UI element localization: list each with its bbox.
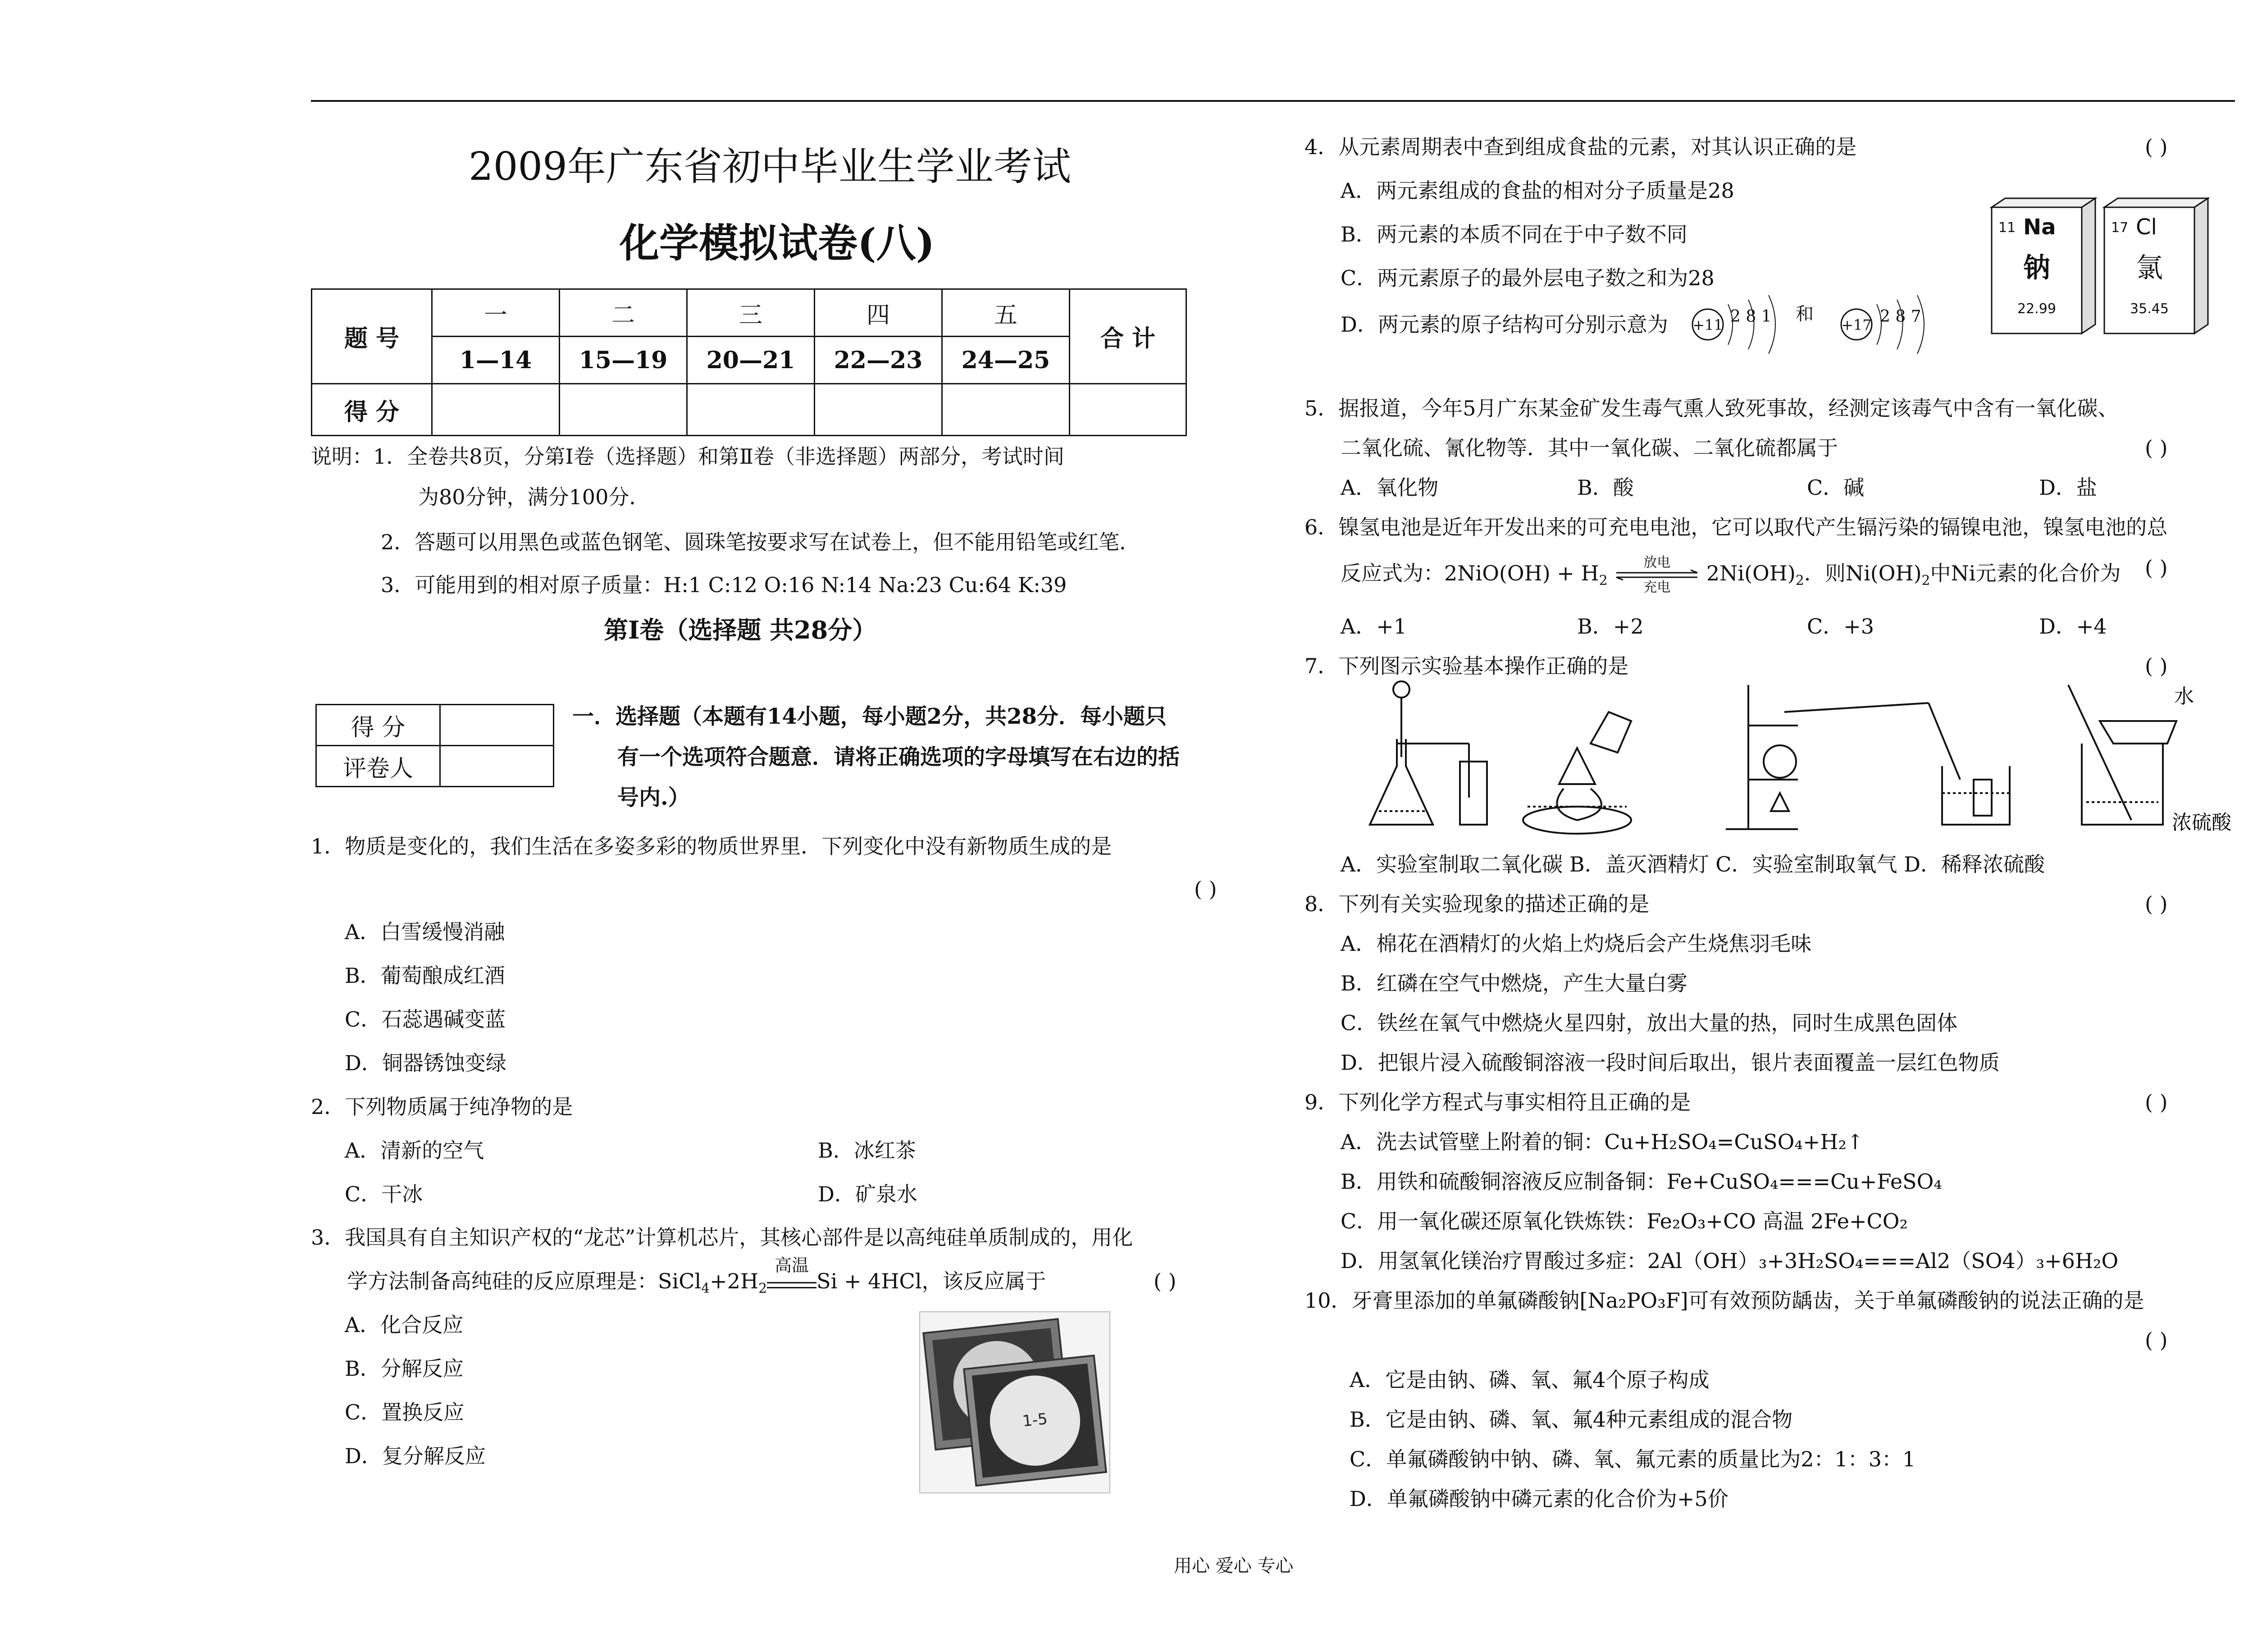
acid-label: 浓硫酸 bbox=[2172, 811, 2231, 834]
grader-name-cell[interactable] bbox=[440, 746, 554, 787]
q5-answer-paren[interactable]: ( ) bbox=[2145, 436, 2168, 460]
score-cell[interactable] bbox=[432, 384, 560, 436]
q6-option-d: D．+4 bbox=[2039, 614, 2107, 639]
q1-answer-paren[interactable]: ( ) bbox=[1194, 877, 1217, 901]
note-1b: 为80分钟，满分100分． bbox=[418, 485, 650, 509]
q10-option-b: B．它是由钠、磷、氧、氟4种元素组成的混合物 bbox=[1350, 1407, 1793, 1432]
q6-line1: 6．镍氢电池是近年开发出来的可充电电池，它可以取代产生镉污染的镉镍电池，镍氢电池的总 bbox=[1304, 515, 2168, 539]
q3-answer-paren[interactable]: ( ) bbox=[1154, 1269, 1177, 1293]
apparatus-d bbox=[2068, 685, 2176, 825]
q2-stem: 2．下列物质属于纯净物的是 bbox=[311, 1095, 573, 1119]
q8-option-b: B．红磷在空气中燃烧，产生大量白雾 bbox=[1341, 971, 1687, 995]
water-label: 水 bbox=[2174, 685, 2194, 708]
q9-option-a: A．洗去试管壁上附着的铜：Cu+H₂SO₄=CuSO₄+H₂↑ bbox=[1341, 1130, 1864, 1154]
q8-option-d: D．把银片浸入硫酸铜溶液一段时间后取出，银片表面覆盖一层红色物质 bbox=[1341, 1050, 2000, 1075]
q5-line1: 5．据报道，今年5月广东某金矿发生毒气熏人致死事故，经测定该毒气中含有一氧化碳、 bbox=[1304, 396, 2119, 420]
charge-label: 充电 bbox=[1643, 580, 1671, 595]
q6-line2: 反应式为：$2NiO(OH) + H_2$ 放电 充电 $2Ni(OH)_2$．则$Ni(OH)_2$中Ni元素的化合价为 bbox=[1341, 555, 2121, 595]
apparatus-a bbox=[1370, 681, 1487, 825]
chip-label: 1-5 bbox=[1022, 1410, 1049, 1431]
grader-score-cell[interactable] bbox=[440, 705, 554, 746]
q3-condition: 高温 bbox=[775, 1255, 809, 1275]
reversible-arrow bbox=[1614, 570, 1700, 580]
q10-option-a: A．它是由钠、磷、氧、氟4个原子构成 bbox=[1350, 1368, 1710, 1392]
na-name: 钠 bbox=[2023, 252, 2050, 284]
apparatus-c bbox=[1726, 685, 2010, 829]
score-table-header-label: 题 号 bbox=[312, 289, 432, 384]
page-footer: 用心 爱心 专心 bbox=[1174, 1556, 1294, 1576]
and-text: 和 bbox=[1796, 304, 1814, 324]
q4-stem: 4．从元素周期表中查到组成食盐的元素，对其认识正确的是 bbox=[1304, 135, 1857, 159]
q5-option-c: C．碱 bbox=[1807, 475, 1865, 500]
note-3: 3．可能用到的相对原子质量：H:1 C:12 O:16 N:14 Na:23 Cu:64 K:39 bbox=[381, 573, 1067, 597]
section-2: 二 bbox=[560, 289, 687, 337]
exam-title: 2009年广东省初中毕业生学业考试 bbox=[469, 144, 1071, 189]
na-symbol: Na bbox=[2023, 214, 2056, 240]
na-nucleus-charge: +11 bbox=[1692, 316, 1723, 333]
range-5: 24—25 bbox=[942, 337, 1070, 384]
q4-option-d: D．两元素的原子结构可分别示意为 bbox=[1341, 312, 1668, 337]
q2-option-d: D．矿泉水 bbox=[818, 1182, 917, 1206]
grader-label: 评卷人 bbox=[316, 746, 440, 787]
q1-stem: 1．物质是变化的，我们生活在多姿多彩的物质世界里．下列变化中没有新物质生成的是 bbox=[311, 834, 1112, 858]
q1-option-a: A．白雪缓慢消融 bbox=[345, 920, 505, 944]
q3-option-c: C．置换反应 bbox=[345, 1400, 465, 1424]
q3-stem-line1: 3．我国具有自主知识产权的“龙芯”计算机芯片，其核心部件是以高纯硅单质制成的，用化 bbox=[311, 1225, 1133, 1250]
q7-answer-paren[interactable]: ( ) bbox=[2145, 654, 2168, 678]
q5-option-d: D．盐 bbox=[2039, 475, 2097, 500]
q2-option-c: C．干冰 bbox=[345, 1182, 423, 1206]
q10-option-d: D．单氟磷酸钠中磷元素的化合价为+5价 bbox=[1350, 1487, 1729, 1511]
q7-stem: 7．下列图示实验基本操作正确的是 bbox=[1304, 654, 1629, 678]
note-1: 说明：1．全卷共8页，分第Ⅰ卷（选择题）和第Ⅱ卷（非选择题）两部分，考试时间 bbox=[311, 444, 1064, 469]
q3-option-a: A．化合反应 bbox=[345, 1313, 464, 1337]
q8-option-a: A．棉花在酒精灯的火焰上灼烧后会产生烧焦羽毛味 bbox=[1341, 931, 1812, 956]
score-row-label: 得 分 bbox=[312, 384, 432, 436]
q3-option-d: D．复分解反应 bbox=[345, 1444, 486, 1468]
section1-instruction-2: 有一个选项符合题意．请将正确选项的字母填写在右边的括 bbox=[617, 744, 1180, 770]
q6-option-c: C．+3 bbox=[1807, 614, 1874, 639]
q5-line2: 二氧化硫、氰化物等．其中一氧化碳、二氧化硫都属于 bbox=[1341, 436, 1838, 460]
cl-name: 氯 bbox=[2136, 252, 2163, 284]
cl-nucleus-charge: +17 bbox=[1841, 316, 1872, 333]
score-table bbox=[311, 288, 1187, 436]
q6-answer-paren[interactable]: ( ) bbox=[2145, 556, 2168, 580]
periodic-cards bbox=[1983, 194, 2217, 342]
na-number: 11 bbox=[1998, 220, 2016, 236]
cl-number: 17 bbox=[2111, 220, 2129, 236]
q9-option-b: B．用铁和硫酸铜溶液反应制备铜：Fe+CuSO₄===Cu+FeSO₄ bbox=[1341, 1169, 1942, 1194]
q5-option-a: A．氧化物 bbox=[1341, 475, 1439, 500]
q10-answer-paren[interactable]: ( ) bbox=[2145, 1328, 2168, 1352]
q4-answer-paren[interactable]: ( ) bbox=[2145, 135, 2168, 159]
section1-instruction-3: 号内.） bbox=[617, 785, 690, 810]
score-cell[interactable] bbox=[687, 384, 815, 436]
cl-mass: 35.45 bbox=[2130, 301, 2169, 317]
q9-option-c: C．用一氧化碳还原氧化铁炼铁：Fe₂O₃+CO 高温 2Fe+CO₂ bbox=[1341, 1209, 1908, 1233]
chip-image bbox=[919, 1311, 1110, 1493]
q8-option-c: C．铁丝在氧气中燃烧火星四射，放出大量的热，同时生成黑色固体 bbox=[1341, 1011, 1958, 1035]
q4-option-b: B．两元素的本质不同在于中子数不同 bbox=[1341, 222, 1687, 246]
range-4: 22—23 bbox=[815, 337, 942, 384]
q1-option-b: B．葡萄酿成红酒 bbox=[345, 963, 505, 988]
q9-answer-paren[interactable]: ( ) bbox=[2145, 1090, 2168, 1114]
score-cell[interactable] bbox=[1070, 384, 1186, 436]
q8-answer-paren[interactable]: ( ) bbox=[2145, 892, 2168, 916]
q3-option-b: B．分解反应 bbox=[345, 1356, 464, 1381]
total-label: 合 计 bbox=[1070, 289, 1186, 384]
note-2: 2．答题可以用黑色或蓝色钢笔、圆珠笔按要求写在试卷上，但不能用铅笔或红笔． bbox=[381, 530, 1140, 554]
q2-option-a: A．清新的空气 bbox=[345, 1138, 484, 1163]
discharge-label: 放电 bbox=[1643, 555, 1671, 570]
grader-score-label: 得 分 bbox=[316, 705, 440, 746]
q4-option-a: A．两元素组成的食盐的相对分子质量是28 bbox=[1341, 178, 1734, 203]
score-cell[interactable] bbox=[942, 384, 1070, 436]
q7-apparatus-figure bbox=[1365, 676, 2231, 843]
q5-option-b: B．酸 bbox=[1577, 475, 1634, 500]
score-cell[interactable] bbox=[560, 384, 687, 436]
part1-title: 第Ⅰ卷（选择题 共28分） bbox=[604, 616, 877, 644]
section1-instruction-1: 一．选择题（本题有14小题，每小题2分，共28分．每小题只 bbox=[572, 704, 1167, 729]
q6-option-b: B．+2 bbox=[1577, 614, 1644, 639]
q3-stem-line2: 学方法制备高纯硅的反应原理是：$SiCl_4+2H_2$ 高温 Si + 4HCl，该反应属于 bbox=[347, 1255, 1046, 1297]
q7-caption: A．实验室制取二氧化碳 B．盖灭酒精灯 C．实验室制取氧气 D．稀释浓硫酸 bbox=[1341, 852, 2045, 876]
na-shells: 2 8 1 bbox=[1730, 307, 1772, 326]
score-cell[interactable] bbox=[815, 384, 942, 436]
top-rule bbox=[311, 100, 2235, 102]
q4-option-c: C．两元素原子的最外层电子数之和为28 bbox=[1341, 266, 1715, 290]
range-3: 20—21 bbox=[687, 337, 815, 384]
apparatus-b bbox=[1523, 712, 1631, 834]
na-mass: 22.99 bbox=[2017, 301, 2056, 317]
q8-stem: 8．下列有关实验现象的描述正确的是 bbox=[1304, 892, 1650, 916]
q9-stem: 9．下列化学方程式与事实相符且正确的是 bbox=[1304, 1090, 1691, 1114]
range-1: 1—14 bbox=[432, 337, 560, 384]
cl-symbol: Cl bbox=[2136, 214, 2157, 240]
section-4: 四 bbox=[815, 289, 942, 337]
cl-shells: 2 8 7 bbox=[1880, 307, 1921, 326]
range-2: 15—19 bbox=[560, 337, 687, 384]
q6-option-a: A．+1 bbox=[1341, 614, 1407, 639]
section-5: 五 bbox=[942, 289, 1070, 337]
q10-option-c: C．单氟磷酸钠中钠、磷、氧、氟元素的质量比为2：1：3：1 bbox=[1350, 1447, 1916, 1471]
q1-option-c: C．石蕊遇碱变蓝 bbox=[345, 1007, 506, 1031]
grader-box bbox=[315, 704, 554, 787]
q10-stem: 10．牙膏里添加的单氟磷酸钠[Na₂PO₃F]可有效预防龋齿，关于单氟磷酸钠的说法正确的是 bbox=[1304, 1288, 2144, 1313]
atom-diagrams bbox=[1685, 279, 1947, 370]
q1-option-d: D．铜器锈蚀变绿 bbox=[345, 1051, 506, 1075]
section-3: 三 bbox=[687, 289, 815, 337]
q9-option-d: D．用氢氧化镁治疗胃酸过多症：2Al（OH）₃+3H₂SO₄===Al2（SO4）₃+6H₂O bbox=[1341, 1249, 2119, 1273]
exam-subtitle: 化学模拟试卷(八) bbox=[620, 219, 935, 266]
section-1: 一 bbox=[432, 289, 560, 337]
q2-option-b: B．冰红茶 bbox=[818, 1138, 916, 1163]
